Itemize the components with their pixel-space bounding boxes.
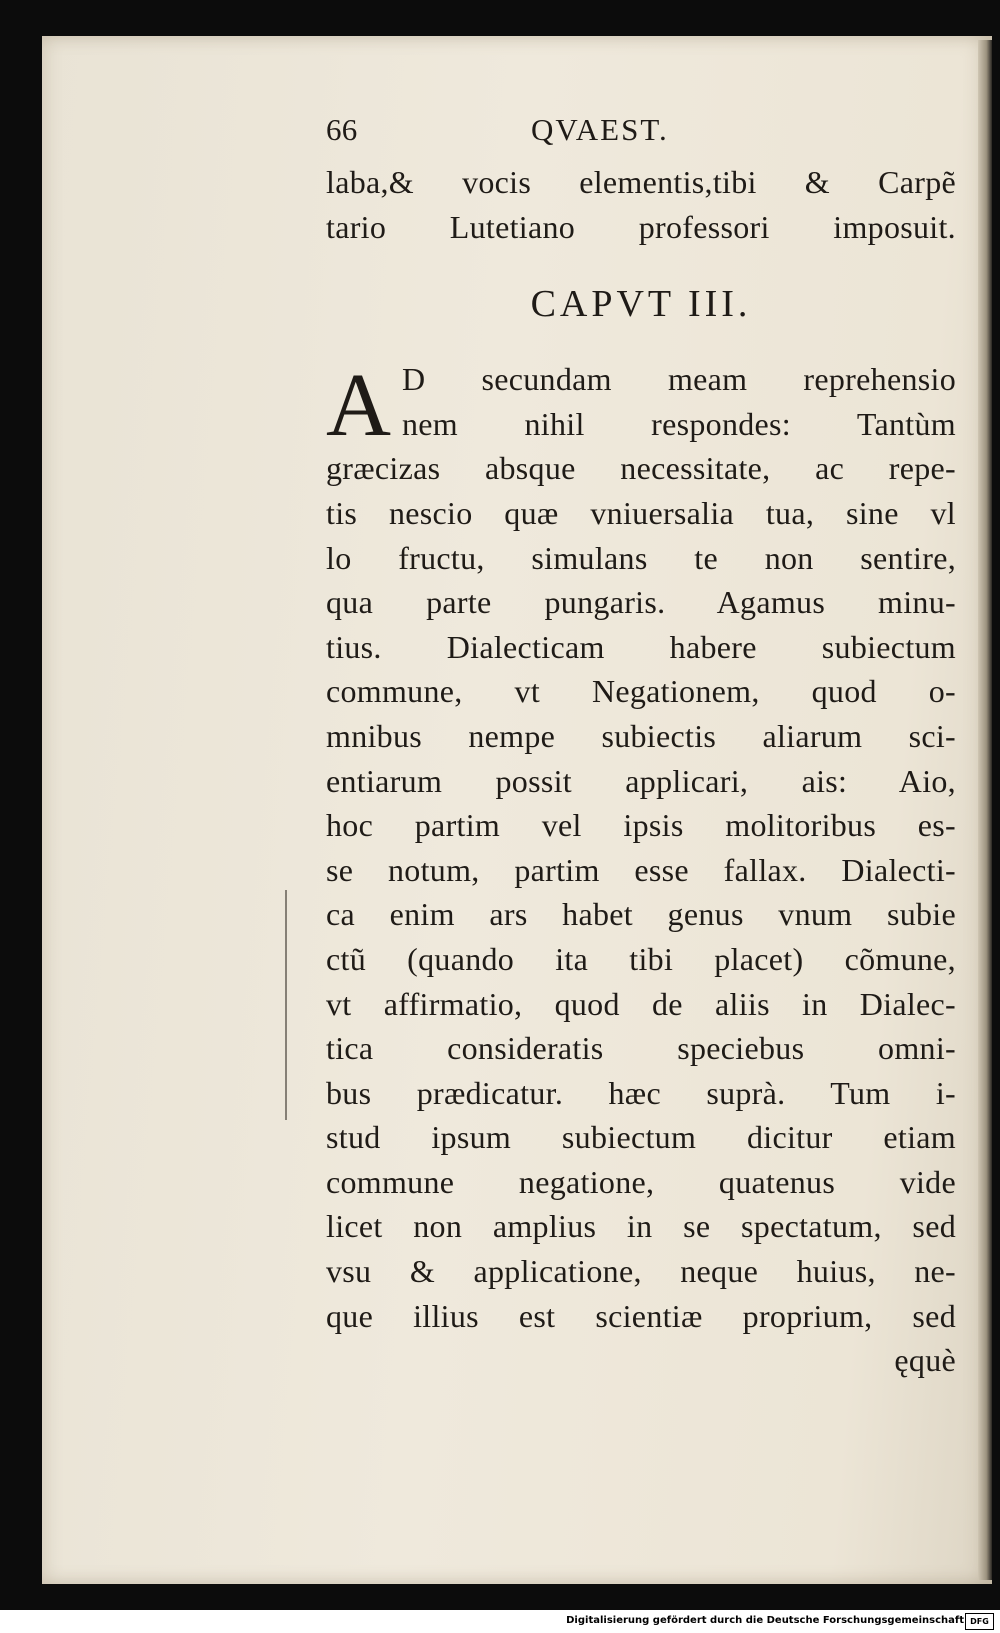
text-line: D secundam meam reprehensio — [402, 361, 956, 398]
text-line: ctũ (quando ita tibi placet) cõmune, — [326, 940, 956, 977]
text-line: entiarum possit applicari, ais: Aio, — [326, 762, 956, 799]
text-line: laba,& vocis elementis,tibi & Carpẽ — [326, 164, 956, 200]
text-line: que illius est scientiæ proprium, sed — [326, 1297, 956, 1334]
text-line: vsu & applicatione, neque huius, ne- — [326, 1253, 956, 1290]
text-line: ca enim ars habet genus vnum subie — [326, 896, 956, 933]
margin-mark — [285, 890, 287, 1120]
dfg-logo-icon: DFG — [965, 1613, 994, 1630]
paragraph — [326, 357, 956, 1383]
drop-cap: A — [326, 356, 392, 456]
digitization-credit: Digitalisierung gefördert durch die Deutsche Forschungsgemeinschaft — [566, 1615, 964, 1626]
text-line: græcizas absque necessitate, ac repe- — [326, 450, 956, 487]
text-line: tis nescio quæ vniuersalia tua, sine vl — [326, 494, 956, 531]
text-line: qua parte pungaris. Agamus minu- — [326, 584, 956, 621]
catchword: ęquè — [894, 1342, 956, 1379]
chapter-heading: CAPVT III. — [530, 283, 752, 326]
text-line: hoc partim vel ipsis molitoribus es- — [326, 807, 956, 844]
text-line: stud ipsum subiectum dicitur etiam — [326, 1119, 956, 1156]
text-block — [326, 108, 956, 1383]
running-title: QVAEST. — [531, 112, 669, 147]
text-line: vt affirmatio, quod de aliis in Dialec- — [326, 985, 956, 1022]
text-line: commune negatione, quatenus vide — [326, 1163, 956, 1200]
page-number: 66 — [326, 112, 358, 147]
footer-bar — [0, 1610, 1000, 1633]
text-line: tius. Dialecticam habere subiectum — [326, 628, 956, 665]
text-line: bus prædicatur. hæc suprà. Tum i- — [326, 1074, 956, 1111]
text-line: commune, vt Negationem, quod o- — [326, 673, 956, 710]
page-edge — [978, 40, 992, 1580]
text-line: tica consideratis speciebus omni- — [326, 1030, 956, 1067]
text-line: nem nihil respondes: Tantùm — [402, 405, 956, 442]
text-line: lo fructu, simulans te non sentire, — [326, 539, 956, 576]
text-line: tario Lutetiano professori imposuit. — [326, 208, 956, 245]
text-line: licet non amplius in se spectatum, sed — [326, 1208, 956, 1245]
text-line: se notum, partim esse fallax. Dialecti- — [326, 851, 956, 888]
running-head — [326, 108, 956, 160]
text-line: mnibus nempe subiectis aliarum sci- — [326, 717, 956, 754]
